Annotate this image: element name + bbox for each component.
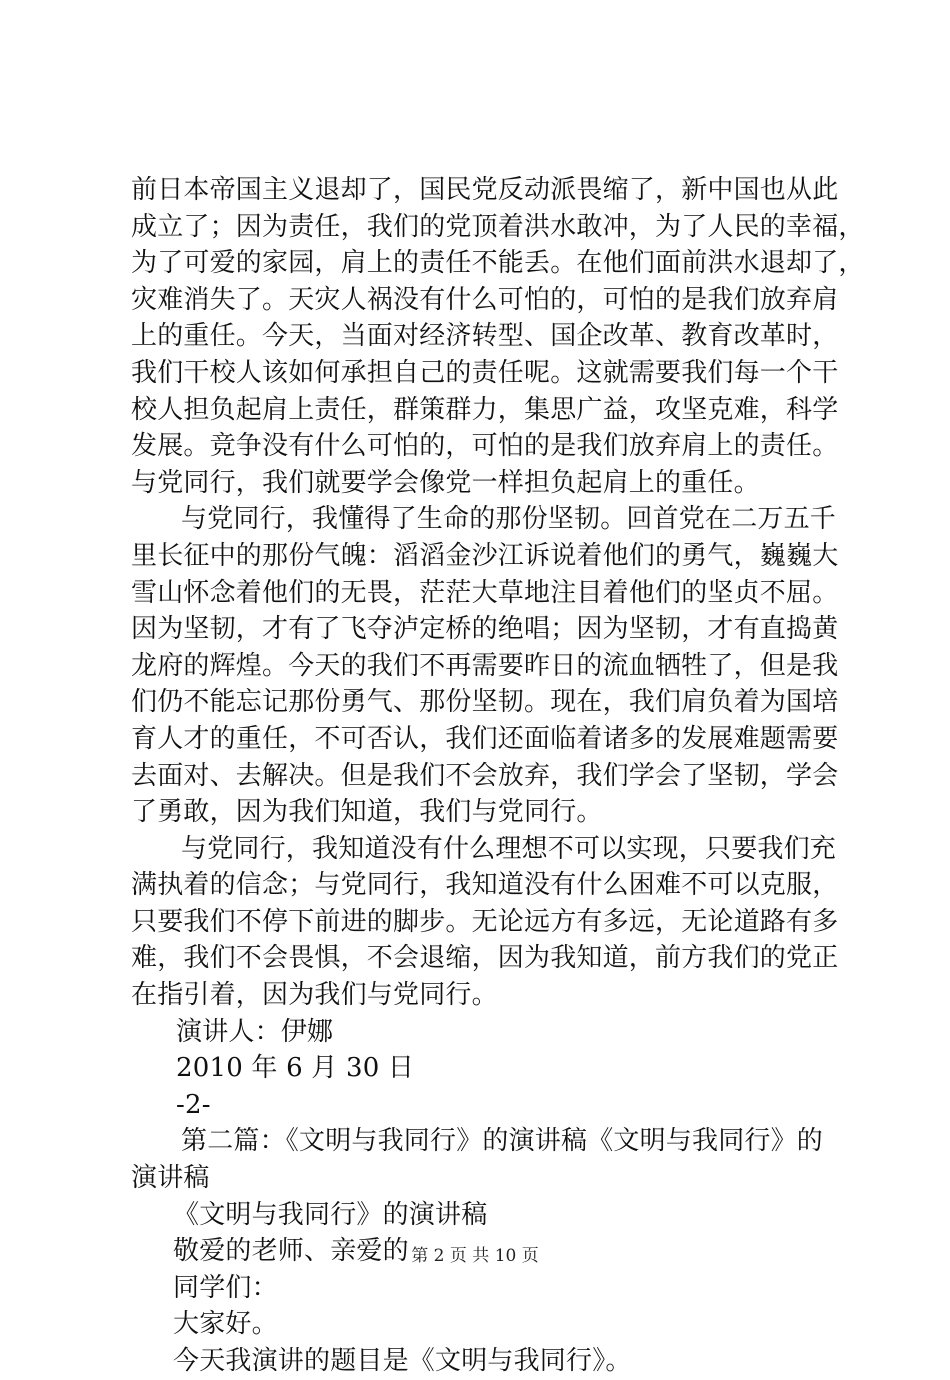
text-line: 为了可爱的家园，肩上的责任不能丢。在他们面前洪水退却了， xyxy=(131,248,865,279)
page-footer: 第 2 页 共 10 页 xyxy=(411,1246,539,1266)
text-line: 只要我们不停下前进的脚步。无论远方有多远，无论道路有多 xyxy=(131,906,839,937)
text-line: 们仍不能忘记那份勇气、那份坚韧。现在，我们肩负着为国培 xyxy=(131,687,839,718)
text-line: 了勇敢，因为我们知道，我们与党同行。 xyxy=(131,797,603,828)
text-line: 在指引着，因为我们与党同行。 xyxy=(131,980,498,1011)
text-line: 满执着的信念；与党同行，我知道没有什么困难不可以克服， xyxy=(131,870,839,901)
inline-page-number: -2- xyxy=(176,1089,211,1120)
greeting-line: 大家好。 xyxy=(173,1309,278,1340)
paragraph-start-line: 与党同行，我懂得了生命的那份坚韧。回首党在二万五千 xyxy=(181,504,837,535)
text-line: 发展。竞争没有什么可怕的，可怕的是我们放弃肩上的责任。 xyxy=(131,431,839,462)
text-line: 校人担负起肩上责任，群策群力，集思广益，攻坚克难，科学 xyxy=(131,394,839,425)
text-line: 前日本帝国主义退却了，国民党反动派畏缩了，新中国也从此 xyxy=(131,175,839,205)
text-line: 因为坚韧，才有了飞夺泸定桥的绝唱；因为坚韧，才有直捣黄 xyxy=(131,614,839,645)
text-line: 上的重任。今天，当面对经济转型、国企改革、教育改革时， xyxy=(131,321,839,352)
text-line: 难，我们不会畏惧，不会退缩，因为我知道，前方我们的党正 xyxy=(131,943,839,974)
text-line: 今天我演讲的题目是《文明与我同行》。 xyxy=(173,1346,632,1376)
paragraph-start-line: 与党同行，我知道没有什么理想不可以实现，只要我们充 xyxy=(181,833,837,864)
salutation-line: 同学们： xyxy=(173,1272,278,1303)
salutation-line: 敬爱的老师、亲爱的 xyxy=(173,1236,409,1267)
text-line: 我们干校人该如何承担自己的责任呢。这就需要我们每一个干 xyxy=(131,357,839,388)
section-heading-line: 第二篇：《文明与我同行》的演讲稿《文明与我同行》的 xyxy=(181,1126,824,1157)
text-line: 成立了；因为责任，我们的党顶着洪水敢冲，为了人民的幸福， xyxy=(131,211,865,242)
document-body xyxy=(131,172,865,1380)
date-line: 2010 年 6 月 30 日 xyxy=(176,1053,415,1084)
text-line: 育人才的重任，不可否认，我们还面临着诸多的发展难题需要 xyxy=(131,723,839,754)
text-line: 龙府的辉煌。今天的我们不再需要昨日的流血牺牲了，但是我 xyxy=(131,650,839,681)
speech-title-line: 《文明与我同行》的演讲稿 xyxy=(173,1199,488,1230)
text-line: 里长征中的那份气魄：滔滔金沙江诉说着他们的勇气，巍巍大 xyxy=(131,540,839,571)
text-line: 雪山怀念着他们的无畏，茫茫大草地注目着他们的坚贞不屈。 xyxy=(131,577,839,608)
speaker-line: 演讲人：伊娜 xyxy=(176,1016,334,1047)
section-heading-line: 演讲稿 xyxy=(131,1163,210,1194)
text-line: 去面对、去解决。但是我们不会放弃，我们学会了坚韧，学会 xyxy=(131,760,839,791)
text-line: 灾难消失了。天灾人祸没有什么可怕的，可怕的是我们放弃肩 xyxy=(131,284,839,315)
text-line: 与党同行，我们就要学会像党一样担负起肩上的重任。 xyxy=(131,467,760,498)
